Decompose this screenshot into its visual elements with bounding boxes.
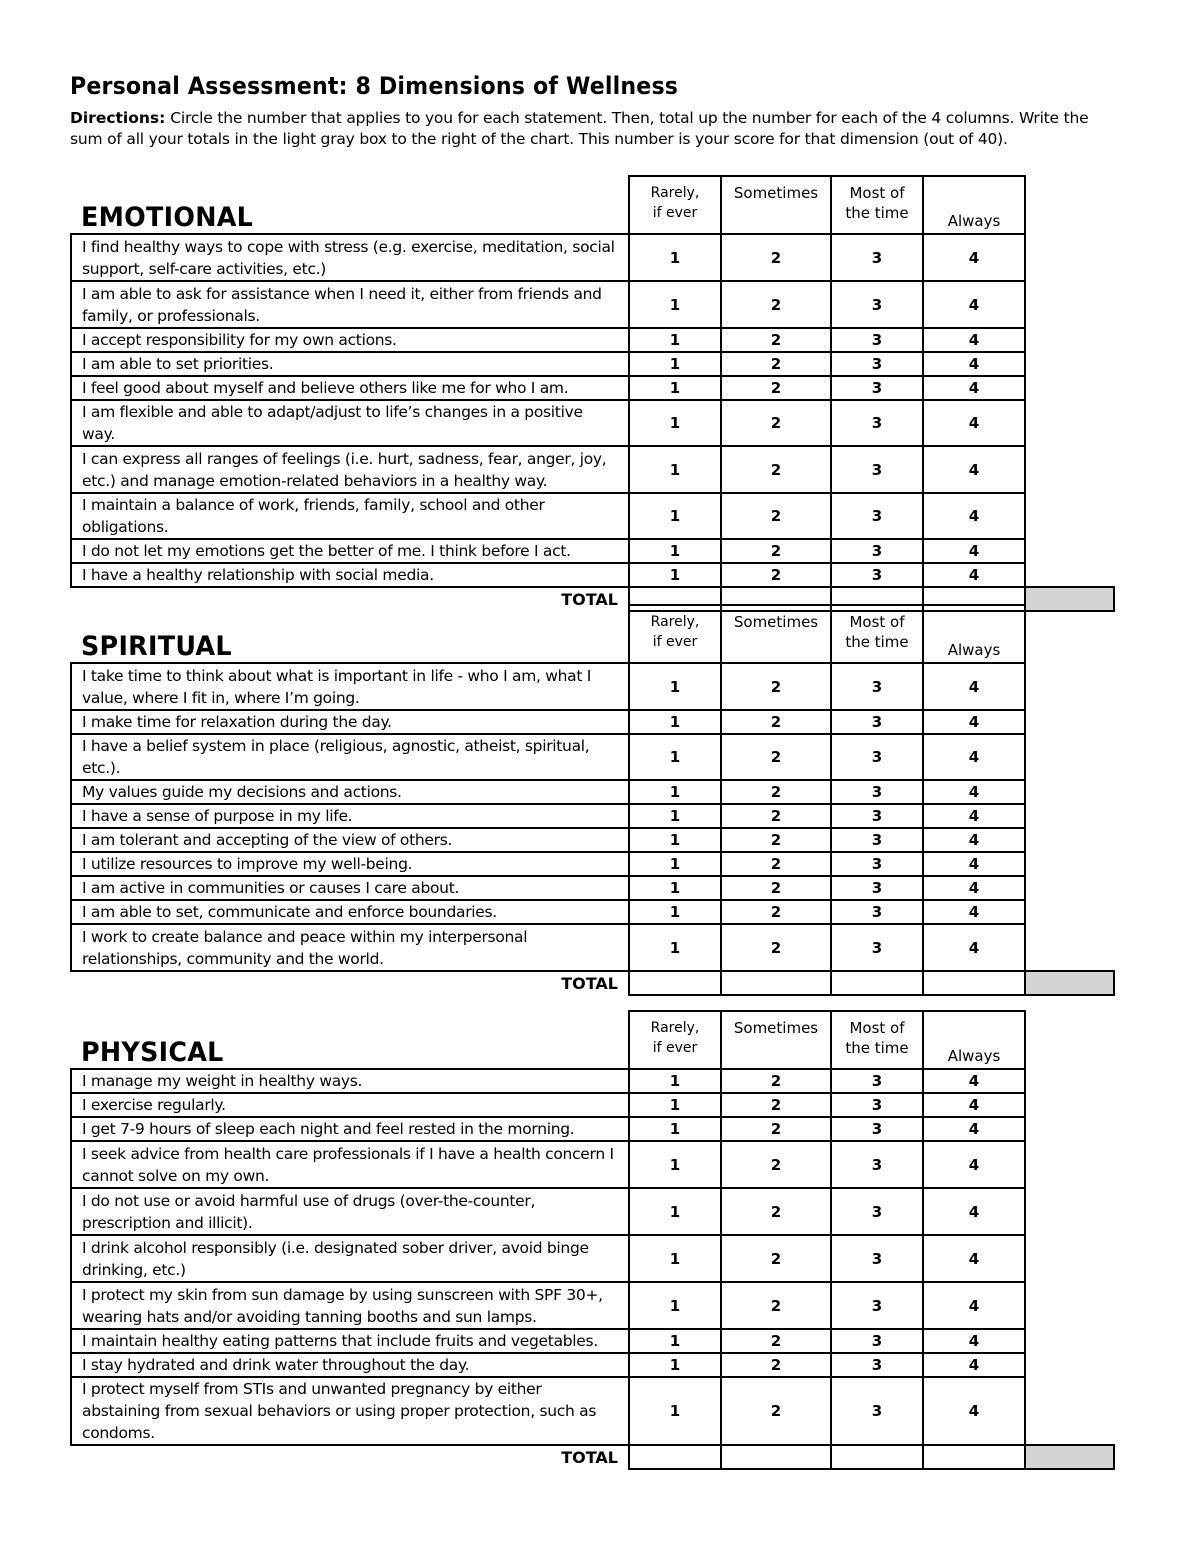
rating-option-2[interactable]: 2 bbox=[721, 563, 831, 587]
statement-text: I have a belief system in place (religious, agnostic, atheist, spiritual, etc.). bbox=[71, 734, 629, 780]
spacer-cell bbox=[1025, 1377, 1114, 1445]
rating-option-1[interactable]: 1 bbox=[629, 493, 721, 539]
rating-option-3[interactable]: 3 bbox=[831, 328, 923, 352]
spacer-cell bbox=[1025, 281, 1114, 328]
statement-row bbox=[71, 234, 1114, 281]
column-header-sometimes: Sometimes bbox=[721, 605, 831, 663]
column-header-rarely bbox=[629, 176, 721, 234]
rating-option-2[interactable]: 2 bbox=[721, 400, 831, 446]
rating-option-4[interactable]: 4 bbox=[923, 710, 1025, 734]
statement-row bbox=[71, 900, 1114, 924]
spacer-cell bbox=[1025, 828, 1114, 852]
rating-option-3[interactable]: 3 bbox=[831, 1329, 923, 1353]
rating-option-1[interactable]: 1 bbox=[629, 281, 721, 328]
column-header-line: Rarely, bbox=[650, 614, 700, 630]
column-header-most bbox=[831, 176, 923, 234]
assessment-table bbox=[70, 175, 1115, 612]
rating-option-4[interactable]: 4 bbox=[923, 1141, 1025, 1188]
rating-option-4[interactable]: 4 bbox=[923, 400, 1025, 446]
statement-text: I protect myself from STIs and unwanted pregnancy by either abstaining from sexual behaviors or using proper protection, such as condoms. bbox=[71, 1377, 629, 1445]
rating-option-1[interactable]: 1 bbox=[629, 1235, 721, 1282]
spacer-cell bbox=[1025, 710, 1114, 734]
directions bbox=[70, 108, 1120, 150]
score-box[interactable] bbox=[1025, 971, 1114, 995]
rating-option-3[interactable]: 3 bbox=[831, 400, 923, 446]
column-header-always: Always bbox=[923, 605, 1025, 663]
rating-option-3[interactable]: 3 bbox=[831, 852, 923, 876]
statement-row bbox=[71, 828, 1114, 852]
statement-text: I accept responsibility for my own actions. bbox=[71, 328, 629, 352]
rating-option-1[interactable]: 1 bbox=[629, 376, 721, 400]
total-label: TOTAL bbox=[561, 590, 618, 609]
rating-option-1[interactable]: 1 bbox=[629, 734, 721, 780]
rating-option-3[interactable]: 3 bbox=[831, 446, 923, 493]
section-title bbox=[71, 1011, 629, 1069]
column-total-field[interactable] bbox=[721, 971, 831, 995]
statement-text: I am active in communities or causes I care about. bbox=[71, 876, 629, 900]
statement-text: I have a sense of purpose in my life. bbox=[71, 804, 629, 828]
statement-text: I maintain a balance of work, friends, family, school and other obligations. bbox=[71, 493, 629, 539]
rating-option-3[interactable]: 3 bbox=[831, 924, 923, 971]
rating-option-2[interactable]: 2 bbox=[721, 924, 831, 971]
statement-row bbox=[71, 876, 1114, 900]
rating-option-2[interactable]: 2 bbox=[721, 446, 831, 493]
statement-text: I feel good about myself and believe others like me for who I am. bbox=[71, 376, 629, 400]
rating-option-1[interactable]: 1 bbox=[629, 400, 721, 446]
rating-option-4[interactable]: 4 bbox=[923, 828, 1025, 852]
statement-row bbox=[71, 1117, 1114, 1141]
rating-option-2[interactable]: 2 bbox=[721, 780, 831, 804]
rating-option-1[interactable]: 1 bbox=[629, 234, 721, 281]
column-total-field[interactable] bbox=[629, 971, 721, 995]
rating-option-1[interactable]: 1 bbox=[629, 1093, 721, 1117]
statement-text: I do not let my emotions get the better of me. I think before I act. bbox=[71, 539, 629, 563]
rating-option-4[interactable]: 4 bbox=[923, 1093, 1025, 1117]
section-title bbox=[71, 176, 629, 234]
statement-text: I drink alcohol responsibly (i.e. designated sober driver, avoid binge drinking, etc.) bbox=[71, 1235, 629, 1282]
rating-option-4[interactable]: 4 bbox=[923, 1377, 1025, 1445]
statement-text: I am able to set, communicate and enforce boundaries. bbox=[71, 900, 629, 924]
rating-option-4[interactable]: 4 bbox=[923, 852, 1025, 876]
statement-row bbox=[71, 710, 1114, 734]
rating-option-4[interactable]: 4 bbox=[923, 804, 1025, 828]
rating-option-2[interactable]: 2 bbox=[721, 328, 831, 352]
spacer-cell bbox=[1025, 900, 1114, 924]
column-total-field[interactable] bbox=[831, 971, 923, 995]
statement-row bbox=[71, 328, 1114, 352]
column-header-line: the time bbox=[845, 204, 909, 222]
section-emotional bbox=[70, 175, 1120, 612]
rating-option-1[interactable]: 1 bbox=[629, 446, 721, 493]
statement-row bbox=[71, 734, 1114, 780]
rating-option-1[interactable]: 1 bbox=[629, 1069, 721, 1093]
rating-option-1[interactable]: 1 bbox=[629, 710, 721, 734]
statement-row bbox=[71, 1282, 1114, 1329]
rating-option-4[interactable]: 4 bbox=[923, 1353, 1025, 1377]
rating-option-1[interactable]: 1 bbox=[629, 1141, 721, 1188]
rating-option-1[interactable]: 1 bbox=[629, 876, 721, 900]
total-label: TOTAL bbox=[561, 1448, 618, 1467]
rating-option-1[interactable]: 1 bbox=[629, 900, 721, 924]
statement-text: I seek advice from health care professionals if I have a health concern I cannot solve on my own. bbox=[71, 1141, 629, 1188]
column-header-sometimes: Sometimes bbox=[721, 176, 831, 234]
rating-option-2[interactable]: 2 bbox=[721, 539, 831, 563]
column-total-field[interactable] bbox=[721, 1445, 831, 1469]
rating-option-4[interactable]: 4 bbox=[923, 876, 1025, 900]
rating-option-2[interactable]: 2 bbox=[721, 710, 831, 734]
statement-text: I have a healthy relationship with social media. bbox=[71, 563, 629, 587]
spacer-cell bbox=[1025, 1117, 1114, 1141]
rating-option-2[interactable]: 2 bbox=[721, 1353, 831, 1377]
rating-option-3[interactable]: 3 bbox=[831, 780, 923, 804]
section-title-text: EMOTIONAL bbox=[81, 202, 254, 233]
rating-option-4[interactable]: 4 bbox=[923, 1235, 1025, 1282]
statement-row bbox=[71, 852, 1114, 876]
rating-option-4[interactable]: 4 bbox=[923, 780, 1025, 804]
rating-option-1[interactable]: 1 bbox=[629, 924, 721, 971]
rating-option-3[interactable]: 3 bbox=[831, 281, 923, 328]
rating-option-2[interactable]: 2 bbox=[721, 281, 831, 328]
total-row bbox=[71, 971, 1114, 995]
rating-option-3[interactable]: 3 bbox=[831, 710, 923, 734]
statement-row bbox=[71, 352, 1114, 376]
section-physical bbox=[70, 1010, 1120, 1470]
statement-text: My values guide my decisions and actions. bbox=[71, 780, 629, 804]
statement-row bbox=[71, 376, 1114, 400]
rating-option-3[interactable]: 3 bbox=[831, 828, 923, 852]
column-header-always: Always bbox=[923, 1011, 1025, 1069]
rating-option-4[interactable]: 4 bbox=[923, 352, 1025, 376]
statement-text: I exercise regularly. bbox=[71, 1093, 629, 1117]
statement-row bbox=[71, 539, 1114, 563]
rating-option-3[interactable]: 3 bbox=[831, 493, 923, 539]
spacer-cell bbox=[1025, 1235, 1114, 1282]
rating-option-4[interactable]: 4 bbox=[923, 446, 1025, 493]
rating-option-3[interactable]: 3 bbox=[831, 1117, 923, 1141]
rating-option-2[interactable]: 2 bbox=[721, 1117, 831, 1141]
spacer-cell bbox=[1025, 1353, 1114, 1377]
rating-option-3[interactable]: 3 bbox=[831, 804, 923, 828]
rating-option-1[interactable]: 1 bbox=[629, 804, 721, 828]
column-header-rarely bbox=[629, 1011, 721, 1069]
statement-text: I am able to set priorities. bbox=[71, 352, 629, 376]
statement-row bbox=[71, 1377, 1114, 1445]
rating-option-1[interactable]: 1 bbox=[629, 828, 721, 852]
spacer-cell bbox=[1025, 563, 1114, 587]
spacer-cell bbox=[1025, 1069, 1114, 1093]
spacer-cell bbox=[1025, 400, 1114, 446]
rating-option-4[interactable]: 4 bbox=[923, 493, 1025, 539]
statement-text: I can express all ranges of feelings (i.e. hurt, sadness, fear, anger, joy, etc.) and manage emotion-related behaviors in a healthy way. bbox=[71, 446, 629, 493]
spacer-cell bbox=[1025, 924, 1114, 971]
section-title-text: PHYSICAL bbox=[81, 1037, 224, 1068]
spacer-cell bbox=[1025, 1093, 1114, 1117]
rating-option-1[interactable]: 1 bbox=[629, 1353, 721, 1377]
column-header-line: Most of bbox=[849, 184, 905, 202]
spacer-cell bbox=[1025, 176, 1114, 234]
column-header-line: if ever bbox=[652, 205, 698, 221]
rating-option-2[interactable]: 2 bbox=[721, 804, 831, 828]
rating-option-2[interactable]: 2 bbox=[721, 1377, 831, 1445]
assessment-table bbox=[70, 604, 1115, 996]
total-label: TOTAL bbox=[561, 974, 618, 993]
rating-option-3[interactable]: 3 bbox=[831, 1377, 923, 1445]
statement-text: I find healthy ways to cope with stress (e.g. exercise, meditation, social support, self-care activities, etc.) bbox=[71, 234, 629, 281]
rating-option-3[interactable]: 3 bbox=[831, 563, 923, 587]
statement-text: I stay hydrated and drink water throughout the day. bbox=[71, 1353, 629, 1377]
rating-option-1[interactable]: 1 bbox=[629, 563, 721, 587]
rating-option-4[interactable]: 4 bbox=[923, 1282, 1025, 1329]
column-header-line: the time bbox=[845, 633, 909, 651]
rating-option-1[interactable]: 1 bbox=[629, 852, 721, 876]
rating-option-4[interactable]: 4 bbox=[923, 281, 1025, 328]
rating-option-2[interactable]: 2 bbox=[721, 1329, 831, 1353]
column-header-line: if ever bbox=[652, 634, 698, 650]
column-header-rarely bbox=[629, 605, 721, 663]
section-spiritual bbox=[70, 604, 1120, 996]
rating-option-4[interactable]: 4 bbox=[923, 924, 1025, 971]
statement-text: I get 7-9 hours of sleep each night and feel rested in the morning. bbox=[71, 1117, 629, 1141]
spacer-cell bbox=[1025, 446, 1114, 493]
spacer-cell bbox=[1025, 663, 1114, 710]
rating-option-3[interactable]: 3 bbox=[831, 234, 923, 281]
spacer-cell bbox=[1025, 1141, 1114, 1188]
rating-option-1[interactable]: 1 bbox=[629, 539, 721, 563]
total-row bbox=[71, 1445, 1114, 1469]
rating-option-4[interactable]: 4 bbox=[923, 563, 1025, 587]
rating-option-2[interactable]: 2 bbox=[721, 1093, 831, 1117]
rating-option-3[interactable]: 3 bbox=[831, 1188, 923, 1235]
column-total-field[interactable] bbox=[923, 971, 1025, 995]
rating-option-1[interactable]: 1 bbox=[629, 1377, 721, 1445]
column-header-most bbox=[831, 1011, 923, 1069]
rating-option-2[interactable]: 2 bbox=[721, 852, 831, 876]
section-title-text: SPIRITUAL bbox=[81, 631, 232, 662]
rating-option-3[interactable]: 3 bbox=[831, 376, 923, 400]
rating-option-1[interactable]: 1 bbox=[629, 1188, 721, 1235]
rating-option-2[interactable]: 2 bbox=[721, 876, 831, 900]
spacer-cell bbox=[1025, 605, 1114, 663]
statement-row bbox=[71, 780, 1114, 804]
rating-option-2[interactable]: 2 bbox=[721, 900, 831, 924]
statement-row bbox=[71, 804, 1114, 828]
rating-option-3[interactable]: 3 bbox=[831, 663, 923, 710]
column-total-field[interactable] bbox=[629, 1445, 721, 1469]
spacer-cell bbox=[1025, 1329, 1114, 1353]
rating-option-4[interactable]: 4 bbox=[923, 328, 1025, 352]
statement-row bbox=[71, 563, 1114, 587]
spacer-cell bbox=[1025, 352, 1114, 376]
statement-row bbox=[71, 1141, 1114, 1188]
column-total-field[interactable] bbox=[923, 1445, 1025, 1469]
spacer-cell bbox=[1025, 780, 1114, 804]
statement-text: I am flexible and able to adapt/adjust to life’s changes in a positive way. bbox=[71, 400, 629, 446]
rating-option-3[interactable]: 3 bbox=[831, 539, 923, 563]
statement-row bbox=[71, 1235, 1114, 1282]
rating-option-1[interactable]: 1 bbox=[629, 1117, 721, 1141]
statement-row bbox=[71, 1353, 1114, 1377]
spacer-cell bbox=[1025, 1011, 1114, 1069]
rating-option-2[interactable]: 2 bbox=[721, 1235, 831, 1282]
column-header-most bbox=[831, 605, 923, 663]
column-header-line: Rarely, bbox=[650, 1020, 700, 1036]
column-total-field[interactable] bbox=[831, 1445, 923, 1469]
rating-option-4[interactable]: 4 bbox=[923, 900, 1025, 924]
column-header-always: Always bbox=[923, 176, 1025, 234]
spacer-cell bbox=[1025, 876, 1114, 900]
statement-text: I maintain healthy eating patterns that include fruits and vegetables. bbox=[71, 1329, 629, 1353]
spacer-cell bbox=[1025, 328, 1114, 352]
statement-text: I make time for relaxation during the day. bbox=[71, 710, 629, 734]
score-box[interactable] bbox=[1025, 1445, 1114, 1469]
rating-option-3[interactable]: 3 bbox=[831, 1069, 923, 1093]
rating-option-3[interactable]: 3 bbox=[831, 734, 923, 780]
spacer-cell bbox=[1025, 234, 1114, 281]
statement-row bbox=[71, 924, 1114, 971]
statement-row bbox=[71, 1069, 1114, 1093]
rating-option-2[interactable]: 2 bbox=[721, 663, 831, 710]
column-header-line: if ever bbox=[652, 1040, 698, 1056]
assessment-table bbox=[70, 1010, 1115, 1470]
rating-option-4[interactable]: 4 bbox=[923, 1188, 1025, 1235]
rating-option-3[interactable]: 3 bbox=[831, 1353, 923, 1377]
rating-option-3[interactable]: 3 bbox=[831, 1282, 923, 1329]
rating-option-3[interactable]: 3 bbox=[831, 1093, 923, 1117]
rating-option-2[interactable]: 2 bbox=[721, 234, 831, 281]
rating-option-4[interactable]: 4 bbox=[923, 1069, 1025, 1093]
rating-option-1[interactable]: 1 bbox=[629, 780, 721, 804]
spacer-cell bbox=[1025, 852, 1114, 876]
column-header-line: the time bbox=[845, 1039, 909, 1057]
statement-row bbox=[71, 663, 1114, 710]
rating-option-2[interactable]: 2 bbox=[721, 734, 831, 780]
column-header-line: Most of bbox=[849, 613, 905, 631]
rating-option-2[interactable]: 2 bbox=[721, 376, 831, 400]
statement-text: I do not use or avoid harmful use of drugs (over-the-counter, prescription and illicit). bbox=[71, 1188, 629, 1235]
rating-option-4[interactable]: 4 bbox=[923, 376, 1025, 400]
rating-option-1[interactable]: 1 bbox=[629, 328, 721, 352]
rating-option-2[interactable]: 2 bbox=[721, 352, 831, 376]
directions-label: Directions: bbox=[70, 109, 166, 127]
statement-row bbox=[71, 1329, 1114, 1353]
spacer-cell bbox=[1025, 734, 1114, 780]
rating-option-2[interactable]: 2 bbox=[721, 828, 831, 852]
spacer-cell bbox=[1025, 1188, 1114, 1235]
spacer-cell bbox=[1025, 376, 1114, 400]
page-title: Personal Assessment: 8 Dimensions of Wellness bbox=[70, 72, 679, 100]
statement-row bbox=[71, 400, 1114, 446]
rating-option-2[interactable]: 2 bbox=[721, 1188, 831, 1235]
statement-text: I work to create balance and peace within my interpersonal relationships, community and the world. bbox=[71, 924, 629, 971]
rating-option-1[interactable]: 1 bbox=[629, 1329, 721, 1353]
rating-option-3[interactable]: 3 bbox=[831, 1235, 923, 1282]
column-header-sometimes: Sometimes bbox=[721, 1011, 831, 1069]
column-header-line: Most of bbox=[849, 1019, 905, 1037]
statement-text: I protect my skin from sun damage by using sunscreen with SPF 30+, wearing hats and/or avoiding tanning booths and sun lamps. bbox=[71, 1282, 629, 1329]
rating-option-4[interactable]: 4 bbox=[923, 539, 1025, 563]
directions-text: Circle the number that applies to you for each statement. Then, total up the number for each of the 4 columns. Write the sum of all your totals in the light gray box to the right of the chart. This number is your score for that dimension (out of 40). bbox=[70, 109, 1089, 148]
spacer-cell bbox=[1025, 804, 1114, 828]
statement-row bbox=[71, 281, 1114, 328]
rating-option-3[interactable]: 3 bbox=[831, 1141, 923, 1188]
rating-option-1[interactable]: 1 bbox=[629, 1282, 721, 1329]
statement-text: I manage my weight in healthy ways. bbox=[71, 1069, 629, 1093]
spacer-cell bbox=[1025, 539, 1114, 563]
column-header-line: Rarely, bbox=[650, 185, 700, 201]
statement-row bbox=[71, 446, 1114, 493]
rating-option-4[interactable]: 4 bbox=[923, 234, 1025, 281]
rating-option-3[interactable]: 3 bbox=[831, 876, 923, 900]
spacer-cell bbox=[1025, 493, 1114, 539]
section-title bbox=[71, 605, 629, 663]
statement-row bbox=[71, 493, 1114, 539]
spacer-cell bbox=[1025, 1282, 1114, 1329]
rating-option-1[interactable]: 1 bbox=[629, 352, 721, 376]
statement-text: I am able to ask for assistance when I need it, either from friends and family, or professionals. bbox=[71, 281, 629, 328]
statement-text: I am tolerant and accepting of the view of others. bbox=[71, 828, 629, 852]
statement-text: I utilize resources to improve my well-being. bbox=[71, 852, 629, 876]
rating-option-3[interactable]: 3 bbox=[831, 352, 923, 376]
rating-option-4[interactable]: 4 bbox=[923, 1117, 1025, 1141]
rating-option-2[interactable]: 2 bbox=[721, 1282, 831, 1329]
rating-option-4[interactable]: 4 bbox=[923, 663, 1025, 710]
rating-option-4[interactable]: 4 bbox=[923, 1329, 1025, 1353]
rating-option-3[interactable]: 3 bbox=[831, 900, 923, 924]
rating-option-4[interactable]: 4 bbox=[923, 734, 1025, 780]
rating-option-2[interactable]: 2 bbox=[721, 493, 831, 539]
rating-option-2[interactable]: 2 bbox=[721, 1069, 831, 1093]
statement-row bbox=[71, 1093, 1114, 1117]
statement-row bbox=[71, 1188, 1114, 1235]
rating-option-1[interactable]: 1 bbox=[629, 663, 721, 710]
rating-option-2[interactable]: 2 bbox=[721, 1141, 831, 1188]
statement-text: I take time to think about what is important in life - who I am, what I value, where I fit in, where I’m going. bbox=[71, 663, 629, 710]
